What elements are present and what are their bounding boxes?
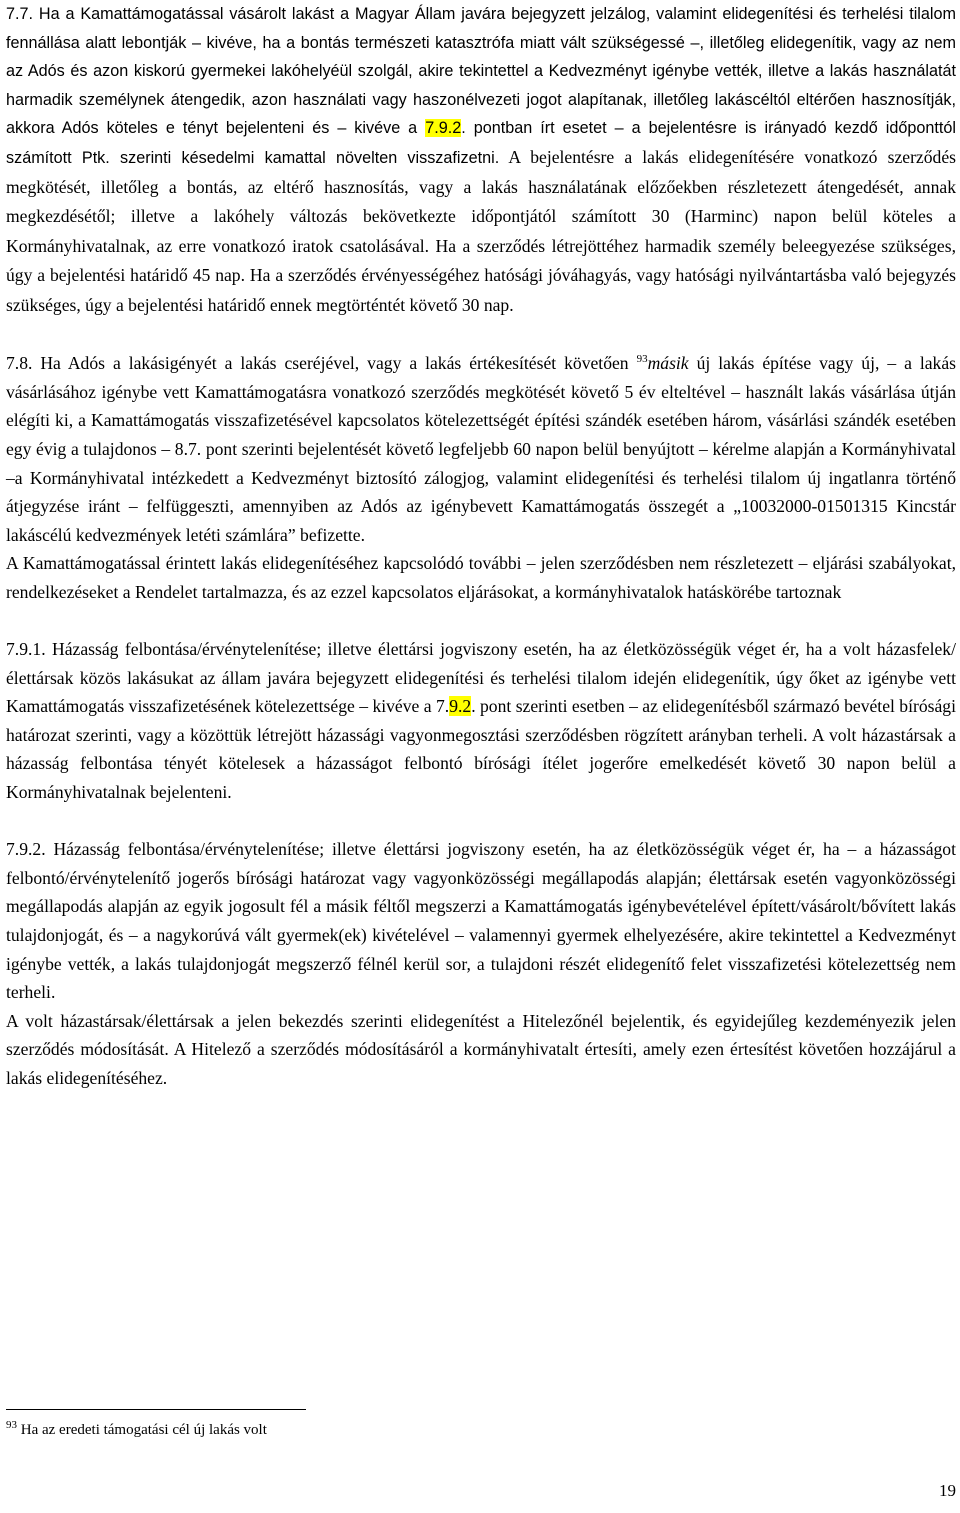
paragraph-alienation-rules: A Kamattámogatással érintett lakás elidegenítéséhez kapcsolódó további – jelen szerződésben nem részletezett – eljárási szabályokat, rendelkezéseket a Rendelet tartalmazza, és az ezzel kapcsolatos eljárásokat, a kormányhivatalok hatáskörébe tartoznak — [6, 553, 956, 602]
footnote-separator — [6, 1409, 306, 1410]
paragraph-7-7-text-b: . pontban írt esetet – a bejelentésre is irányadó kezdő időponttól számított Ptk. szerinti késedelmi kamattal növelten visszafizetni. — [6, 119, 956, 167]
footnote-number: 93 — [6, 1419, 17, 1431]
paragraph-7-8 — [6, 349, 956, 549]
paragraph-7-9-1-text-a: 7.9.1. Házasság felbontása/érvénytelenítése; illetve élettársi jogviszony esetén, ha az életközösségük véget ér, ha a volt házasfelek/élettársak közös lakásukat az állam javára bejegyzett elidegenítési és terhelési tilalom idején elidegenítik, úgy őket az igénybe vett Kamattámogatás visszafizetésének kötelezettsége – kivéve a 7. — [6, 639, 956, 717]
paragraph-7-8-text-b: új lakás építése vagy új, – a lakás vásárlásához igénybe vett Kamattámogatásra vonatkozó szerződés megkötését követő 5 év elteltével – használt lakás vásárlása útján elégíti ki, a Kamattámogatás visszafizetésével kapcsolatos kötelezettségét építési szándék esetében három, vásárlási szándék esetében egy évig a tulajdonos – 8.7. pont szerinti bejelentését követő legfeljebb 60 napon belül benyújtott – kérelme alapján a Kormányhivatal –a Kormányhivatal intézkedett a Kedvezményt biztosító zálogjog, valamint elidegenítési és terhelési tilalom új ingatlanra történő átjegyzése iránt – felfüggeszti, amennyiben az Adós az igénybevett Kamattámogatás összegét a „10032000-01501315 Kincstár lakáscélú kedvezmények letéti számlára” befizette. — [6, 353, 956, 545]
highlighted-reference: 7.9.2 — [425, 119, 462, 138]
paragraph-former-spouses: A volt házastársak/élettársak a jelen bekezdés szerinti elidegenítést a Hitelezőnél bejelentik, és egyidejűleg kezdeményezik jelen szerződés módosítását. A Hitelező a szerződés módosításáról a kormányhivatalt értesíti, amely ezen értesítést követően hozzájárul a lakás elidegenítéséhez. — [6, 1010, 956, 1088]
footnote-text: Ha az eredeti támogatási cél új lakás volt — [17, 1422, 267, 1438]
paragraph-7-7-text-c: A bejelentésre a lakás elidegenítésére vonatkozó szerződés megkötését, illetőleg a bontás, az eltérő hasznosítás, vagy a lakás használatának előzőekben részletezett átengedését, annak megkezdésétől; illetve a lakóhely változás bekövetkezte időpontjától számított 30 (Harminc) napon belül köteles a Kormányhivatalnak, az erre vonatkozó iratok csatolásával. Ha a szerződés létrejöttéhez harmadik személy beleegyezése szükséges, úgy a bejelentési határidő 45 nap. Ha a szerződés érvényességéhez hatósági jóváhagyás, vagy hatósági nyilvántartásba való bejegyzés szükséges, úgy a bejelentési határidő ennek megtörténtét követő 30 nap. — [6, 146, 956, 315]
emphasized-word: másik — [647, 353, 689, 374]
paragraph-7-9-1 — [6, 635, 956, 807]
footnote-reference: 93 — [636, 353, 648, 366]
paragraph-7-7 — [6, 0, 956, 321]
paragraph-7-9-2: 7.9.2. Házasság felbontása/érvénytelenítése; illetve élettársi jogviszony esetén, ha az életközösségük véget ér, ha – a házasságot felbontó/érvénytelenítő jogerős bírósági határozat vagy vagyonközösségi megállapodás alapján; élettársak esetén vagyonközösségi megállapodás alapján az egyik jogosult fél a másik féltől megszerzi a Kamattámogatás igénybevételével épített/vásárolt/bővített lakás tulajdonjogát, és – a nagykorúvá vált gyermek(ek) kivételével – valamennyi gyermek elhelyezésére, akire tekintettel a Kedvezményt igénybe vették, a lakás tulajdonjogát megszerző félnél kerül sor, a tulajdoni részét elidegenítő felet visszafizetési kötelezettség nem terheli. — [6, 839, 956, 1003]
paragraph-7-8-text-a: 7.8. Ha Adós a lakásigényét a lakás cseréjével, vagy a lakás értékesítését követően — [6, 353, 637, 374]
highlighted-reference: 9.2 — [449, 696, 472, 717]
page-number: 19 — [939, 1481, 956, 1500]
document-page — [6, 0, 956, 1093]
paragraph-7-9-1-text-b: . pont szerinti esetben – az elidegenítésből származó bevétel bírósági határozat szerinti, vagy a közöttük létrejött házassági vagyonmegosztási szerződésben rögzített arányban terheli. A volt házastársak a házasság felbontása tényét kötelesek a házasságot felbontó bírósági ítélet jogerőre emelkedését követő 30 napon belül a Kormányhivatalnak bejelenteni. — [6, 696, 956, 803]
paragraph-7-7-text-a: 7.7. Ha a Kamattámogatással vásárolt lakást a Magyar Állam javára bejegyzett jelzálog, valamint elidegenítési és terhelési tilalom fennállása alatt lebontják – kivéve, ha a bontás természeti katasztrófa miatt vált szükségessé –, illetőleg elidegenítik, vagy az nem az Adós és azon kiskorú gyermekei lakóhelyéül szolgál, akire tekintettel a Kedvezményt igénybe vették, illetve a lakás használatát harmadik személynek átengedik, azon használati vagy haszonélvezeti jogot alapítanak, illetőleg lakáscéltól eltérően hasznosítják, akkora Adós köteles e tényt bejelenteni és – kivéve a — [6, 5, 956, 138]
footnote — [6, 1419, 267, 1439]
